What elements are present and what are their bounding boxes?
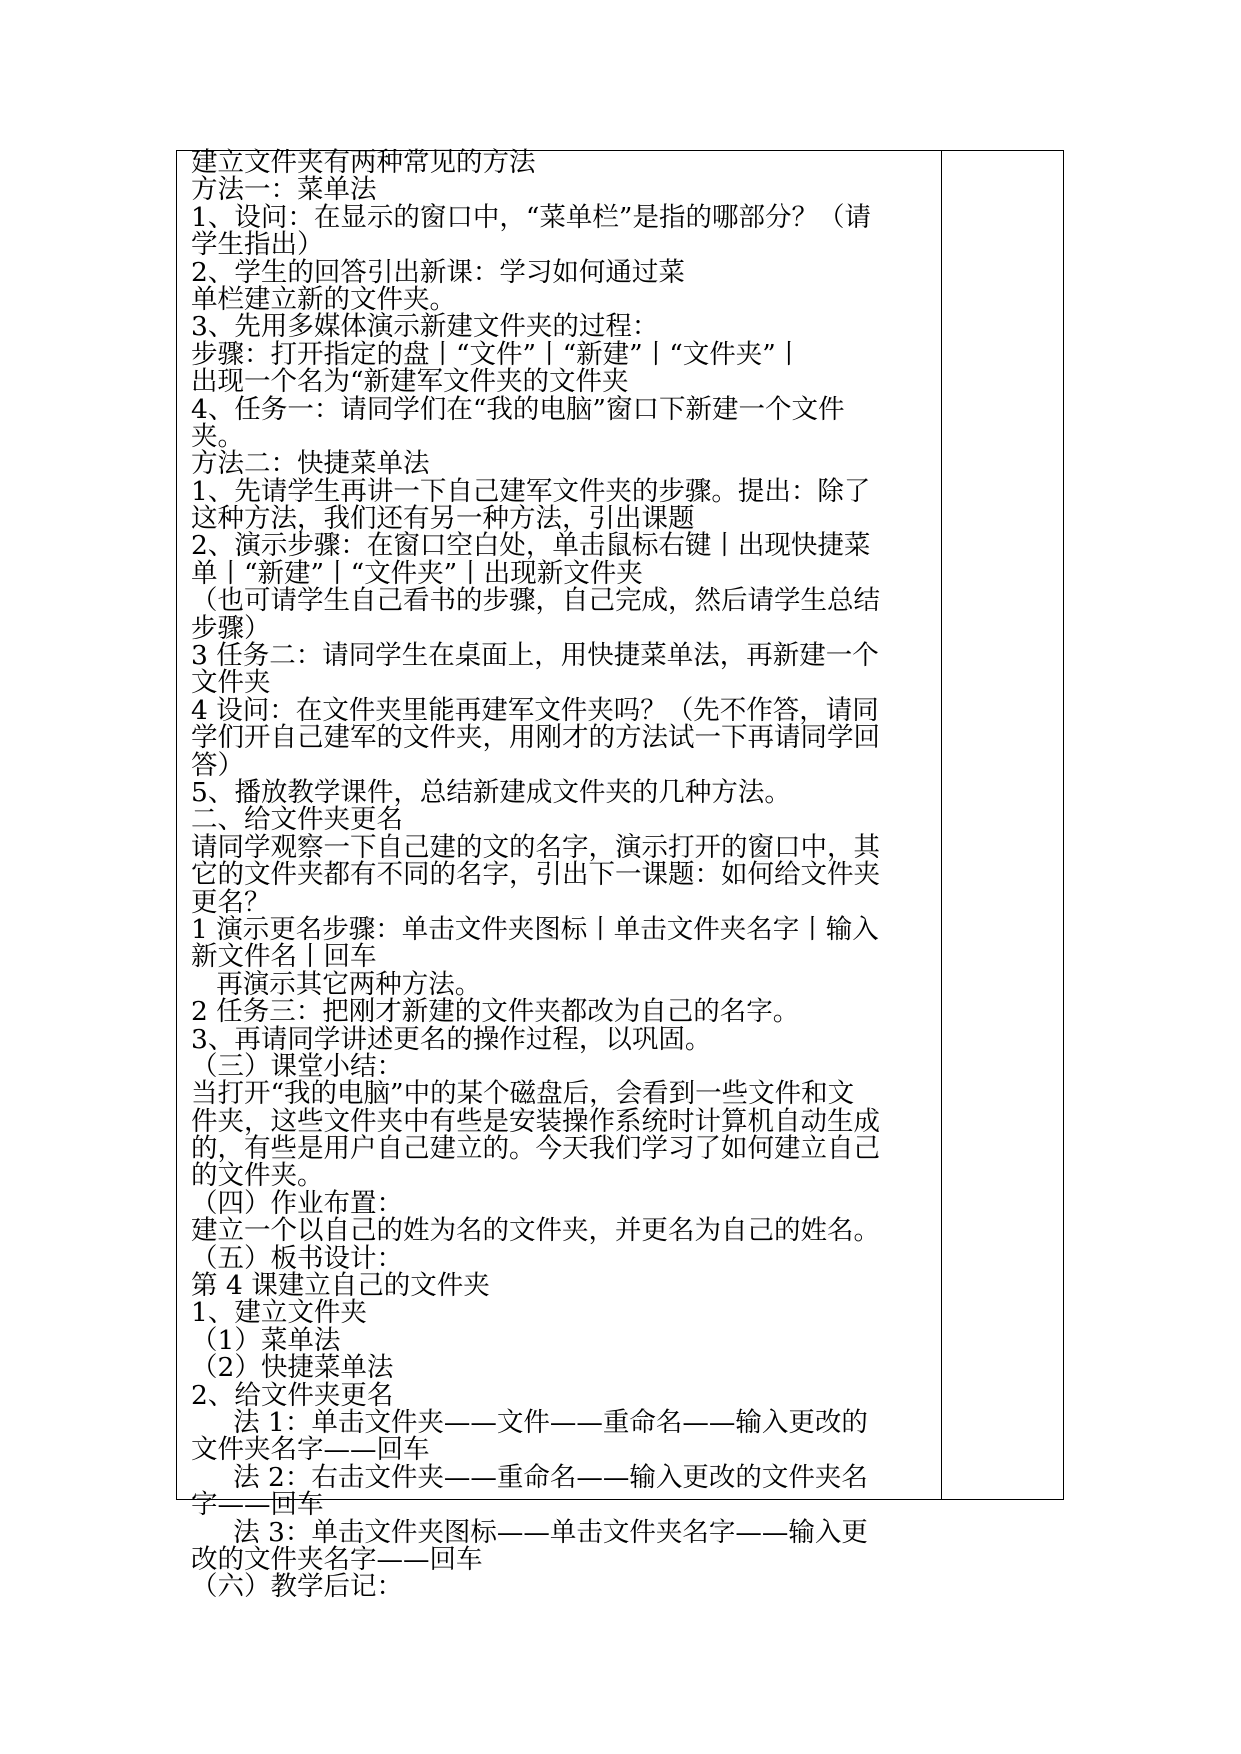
content-line: 2、演示步骤：在窗口空白处，单击鼠标右键丨出现快捷菜 <box>191 530 871 562</box>
content-line: 这种方法，我们还有另一种方法，引出课题 <box>191 503 695 535</box>
content-line: 单丨“新建”丨“文件夹”丨出现新文件夹 <box>191 557 643 589</box>
content-line: 2 任务三：把刚才新建的文件夹都改为自己的名字。 <box>191 996 800 1028</box>
content-line: 4 设问：在文件夹里能再建军文件夹吗？（先不作答，请同 <box>191 694 879 726</box>
content-line: 出现一个名为“新建军文件夹的文件夹 <box>191 366 629 398</box>
content-line: 夹。 <box>191 420 244 452</box>
content-line: 更名？ <box>191 886 271 918</box>
content-line: 请同学观察一下自己建的文的名字，演示打开的窗口中，其 <box>191 831 880 863</box>
content-line: 它的文件夹都有不同的名字，引出下一课题：如何给文件夹 <box>191 859 880 891</box>
content-line: 文件夹 <box>191 667 271 699</box>
content-line: 的文件夹。 <box>191 1160 324 1192</box>
content-line: 建立一个以自己的姓为名的文件夹，并更名为自己的姓名。 <box>191 1215 880 1247</box>
content-line: 新文件名丨回车 <box>191 941 377 973</box>
content-line: 2、给文件夹更名 <box>191 1379 394 1411</box>
content-line: 1、设问：在显示的窗口中，“菜单栏”是指的哪部分？（请 <box>191 201 871 233</box>
lesson-plan-table <box>176 147 1064 1603</box>
content-line: 建立文件夹有两种常见的方法 <box>191 147 536 178</box>
content-line: 法 1：单击文件夹——文件——重命名——输入更改的 <box>191 1406 868 1438</box>
content-line: （1）菜单法 <box>191 1324 341 1356</box>
content-line: 二、给文件夹更名 <box>191 804 403 836</box>
notes-cell <box>943 151 1063 1499</box>
content-line: 3、先用多媒体演示新建文件夹的过程： <box>191 311 659 343</box>
content-line: 1、先请学生再讲一下自己建军文件夹的步骤。提出：除了 <box>191 475 871 507</box>
content-line: 1 演示更名步骤：单击文件夹图标丨单击文件夹名字丨输入 <box>191 913 879 945</box>
content-line: 5、播放教学课件，总结新建成文件夹的几种方法。 <box>191 776 791 808</box>
content-line: 第 4 课建立自己的文件夹 <box>191 1270 490 1302</box>
content-line: 文件夹名字——回车 <box>191 1434 430 1466</box>
content-line: （三）课堂小结： <box>191 1050 403 1082</box>
content-line: 件夹，这些文件夹中有些是安装操作系统时计算机自动生成 <box>191 1105 880 1137</box>
content-line: 的，有些是用户自己建立的。今天我们学习了如何建立自己 <box>191 1133 880 1165</box>
content-line: 学生指出） <box>191 229 324 261</box>
content-line: （四）作业布置： <box>191 1187 403 1219</box>
lesson-content <box>191 149 931 1601</box>
content-line: 字——回车 <box>191 1489 324 1521</box>
content-line: 3 任务二：请同学生在桌面上，用快捷菜单法，再新建一个 <box>191 640 879 672</box>
content-line: 单栏建立新的文件夹。 <box>191 283 456 315</box>
content-line: 2、学生的回答引出新课：学习如何通过菜 <box>191 256 685 288</box>
content-line: 改的文件夹名字——回车 <box>191 1543 483 1575</box>
content-line: 步骤：打开指定的盘丨“文件”丨“新建”丨“文件夹”丨 <box>191 338 803 370</box>
content-line: 再演示其它两种方法。 <box>191 968 482 1000</box>
content-line: 1、建立文件夹 <box>191 1297 367 1329</box>
content-line: 当打开“我的电脑”中的某个磁盘后，会看到一些文件和文 <box>191 1078 855 1110</box>
content-line: 步骤） <box>191 612 271 644</box>
content-line: 方法一：菜单法 <box>191 174 377 206</box>
column-divider <box>941 151 942 1499</box>
content-line: 4、任务一：请同学们在“我的电脑”窗口下新建一个文件 <box>191 393 845 425</box>
content-line: （2）快捷菜单法 <box>191 1352 394 1384</box>
content-line: 方法二：快捷菜单法 <box>191 448 430 480</box>
content-line: 3、再请同学讲述更名的操作过程，以巩固。 <box>191 1023 712 1055</box>
content-line: （六）教学后记： <box>191 1571 403 1603</box>
content-line: 答） <box>191 749 244 781</box>
content-line: （也可请学生自己看书的步骤，自己完成，然后请学生总结 <box>191 585 880 617</box>
content-line: 学们开自己建军的文件夹，用刚才的方法试一下再请同学回 <box>191 722 880 754</box>
content-line: 法 2：右击文件夹——重命名——输入更改的文件夹名 <box>191 1461 868 1493</box>
content-line: （五）板书设计： <box>191 1242 403 1274</box>
content-line: 法 3：单击文件夹图标——单击文件夹名字——输入更 <box>191 1516 868 1548</box>
